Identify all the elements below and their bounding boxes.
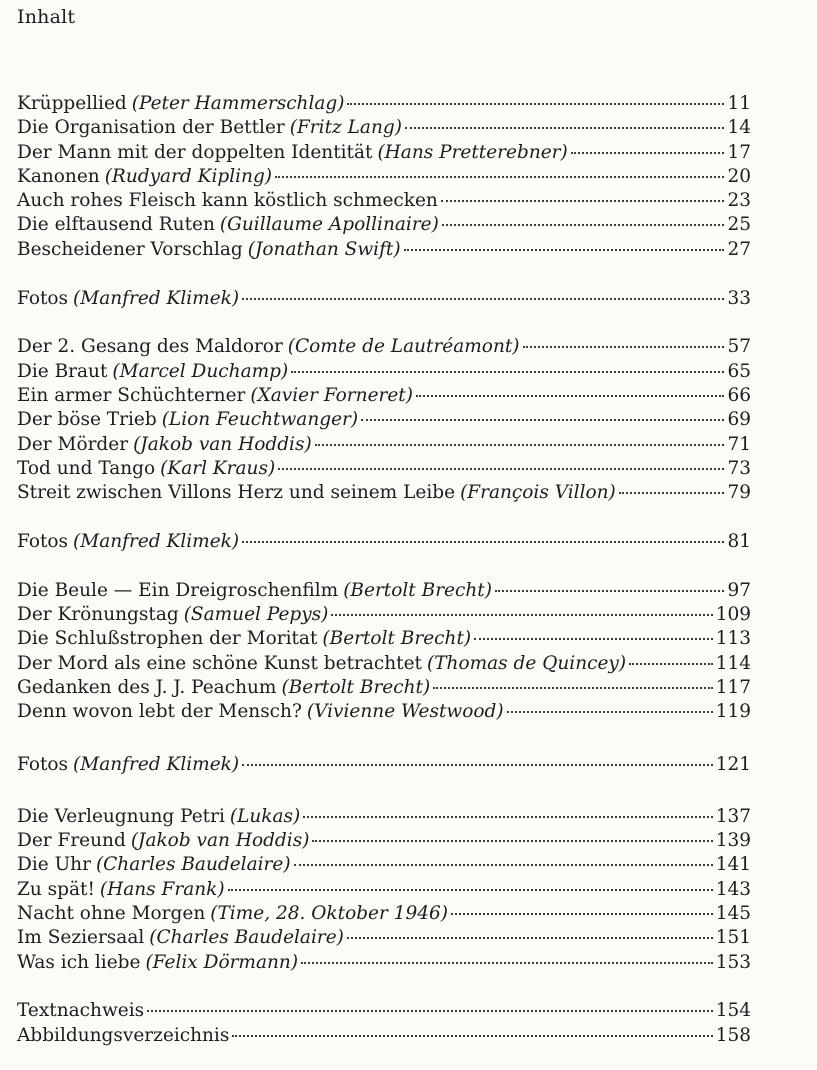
toc-entry-author: (Jonathan Swift) [247, 238, 401, 260]
toc-entry-author: (Hans Pretterebner) [377, 141, 568, 163]
toc-entry-page-number: 158 [715, 1024, 751, 1046]
toc-entry-title: Nacht ohne Morgen [17, 903, 206, 925]
section-gap [17, 311, 751, 336]
dot-leader [433, 687, 713, 689]
toc-entry-author: (Karl Kraus) [160, 457, 276, 479]
toc-entry-author: (Thomas de Quincey) [426, 652, 627, 674]
toc-entry [17, 676, 751, 700]
toc-entry-title: Der böse Trieb [17, 409, 157, 431]
toc-entry-page-number: 145 [715, 903, 751, 925]
toc-entry [17, 530, 751, 554]
toc-entry-title: Kanonen [17, 165, 100, 187]
toc-entry-author: (Jakob van Hoddis) [130, 830, 310, 852]
dot-leader [474, 638, 713, 640]
toc-entry [17, 627, 751, 651]
toc-entry-page-number: 79 [727, 482, 751, 504]
dot-leader [228, 889, 713, 891]
toc-entry-page-number: 71 [727, 433, 751, 455]
dot-leader [442, 224, 725, 226]
dot-leader [347, 937, 713, 939]
toc-entry-title: Die Schlußstrophen der Moritat [17, 628, 318, 650]
toc-entry-page-number: 154 [715, 1000, 751, 1022]
toc-entry-page-number: 109 [715, 604, 751, 626]
toc-entry-author: (François Villon) [460, 482, 616, 504]
toc-entry-page-number: 65 [727, 360, 751, 382]
toc-entry-title: Die Beule — Ein Dreigroschenfilm [17, 579, 339, 601]
toc-entry-page-number: 151 [715, 927, 751, 949]
dot-leader [291, 371, 724, 373]
toc-entry [17, 878, 751, 902]
dot-leader [495, 590, 725, 592]
table-of-contents [17, 92, 751, 1048]
toc-entry-author: (Charles Baudelaire) [149, 927, 344, 949]
toc-entry-author: (Lion Feuchtwanger) [161, 409, 359, 431]
toc-entry-author: (Vivienne Westwood) [306, 701, 504, 723]
toc-entry-author: (Jakob van Hoddis) [133, 433, 312, 455]
section-gap [17, 554, 751, 579]
dot-leader [242, 541, 724, 543]
toc-entry [17, 481, 751, 505]
toc-entry-author: (Rudyard Kipling) [104, 165, 273, 187]
toc-entry-title: Die Verleugnung Petri [17, 805, 225, 827]
toc-entry-author: (Bertolt Brecht) [322, 628, 472, 650]
toc-entry [17, 902, 751, 926]
toc-entry [17, 335, 751, 359]
toc-entry [17, 579, 751, 603]
toc-entry [17, 189, 751, 213]
toc-entry-page-number: 81 [727, 530, 751, 552]
dot-leader [232, 1035, 712, 1037]
toc-entry-author: (Fritz Lang) [289, 117, 402, 139]
dot-leader [315, 444, 725, 446]
section-gap [17, 777, 751, 805]
toc-entry-page-number: 141 [715, 854, 751, 876]
toc-entry-page-number: 14 [727, 117, 751, 139]
toc-entry [17, 408, 751, 432]
toc-entry-page-number: 57 [727, 336, 751, 358]
toc-entry [17, 700, 751, 724]
dot-leader [629, 663, 713, 665]
toc-entry-author: (Time, 28. Oktober 1946) [210, 903, 449, 925]
toc-entry-page-number: 139 [715, 830, 751, 852]
toc-entry-title: Der Mann mit der doppelten Identität [17, 141, 373, 163]
toc-entry-title: Streit zwischen Villons Herz und seinem Leibe [17, 482, 456, 504]
toc-entry-page-number: 114 [715, 652, 751, 674]
toc-entry-page-number: 17 [727, 141, 751, 163]
toc-entry [17, 829, 751, 853]
toc-entry-page-number: 11 [727, 93, 751, 114]
toc-entry-title: Fotos [17, 753, 69, 775]
dot-leader [303, 816, 712, 818]
toc-entry [17, 433, 751, 457]
dot-leader [507, 711, 713, 713]
toc-entry [17, 287, 751, 311]
toc-entry-author: (Lukas) [229, 805, 301, 827]
toc-entry-title: Bescheidener Vorschlag [17, 238, 243, 260]
toc-entry-title: Fotos [17, 287, 69, 309]
toc-entry-author: (Hans Frank) [99, 878, 225, 900]
toc-entry-title: Der Mord als eine schöne Kunst betrachtet [17, 652, 422, 674]
toc-entry-page-number: 121 [715, 753, 751, 775]
toc-entry-author: (Comte de Lautréamont) [287, 336, 520, 358]
dot-leader [294, 864, 713, 866]
toc-entry-title: Die Uhr [17, 854, 91, 876]
toc-entry-author: (Xavier Forneret) [250, 384, 413, 406]
page-title: Inhalt [17, 6, 76, 28]
dot-leader [523, 346, 725, 348]
toc-entry-title: Die Organisation der Bettler [17, 117, 285, 139]
toc-entry [17, 1024, 751, 1048]
toc-entry [17, 999, 751, 1023]
toc-entry-page-number: 33 [727, 287, 751, 309]
toc-entry-page-number: 117 [715, 676, 751, 698]
toc-entry [17, 116, 751, 140]
toc-entry-page-number: 25 [727, 214, 751, 236]
toc-entry-title: Was ich liebe [17, 951, 141, 973]
toc-entry [17, 238, 751, 262]
toc-entry [17, 603, 751, 627]
toc-entry-page-number: 137 [715, 805, 751, 827]
toc-entry [17, 360, 751, 384]
toc-entry [17, 165, 751, 189]
toc-entry-page-number: 23 [727, 190, 751, 212]
toc-entry-page-number: 20 [727, 165, 751, 187]
toc-entry-title: Zu spät! [17, 878, 95, 900]
dot-leader [571, 152, 725, 154]
toc-entry-author: (Charles Baudelaire) [95, 854, 291, 876]
toc-entry [17, 213, 751, 237]
toc-entry-title: Fotos [17, 530, 69, 552]
toc-entry-page-number: 27 [727, 238, 751, 260]
toc-entry-author: (Marcel Duchamp) [112, 360, 289, 382]
toc-entry [17, 853, 751, 877]
toc-entry-page-number: 119 [715, 701, 751, 723]
toc-entry-author: (Bertolt Brecht) [281, 676, 431, 698]
toc-entry [17, 384, 751, 408]
toc-entry [17, 92, 751, 116]
dot-leader [404, 249, 725, 251]
toc-entry-title: Tod und Tango [17, 457, 156, 479]
toc-entry-title: Abbildungsverzeichnis [17, 1024, 230, 1046]
dot-leader [331, 614, 712, 616]
toc-entry [17, 951, 751, 975]
toc-entry-author: (Guillaume Apollinaire) [219, 214, 439, 236]
section-gap [17, 505, 751, 530]
toc-entry-author: (Bertolt Brecht) [343, 579, 492, 601]
dot-leader [451, 913, 713, 915]
dot-leader [147, 1010, 713, 1012]
toc-entry-title: Denn wovon lebt der Mensch? [17, 701, 302, 723]
toc-entry-title: Der Freund [17, 830, 126, 852]
dot-leader [312, 840, 712, 842]
toc-entry-title: Der 2. Gesang des Maldoror [17, 336, 283, 358]
toc-entry-page-number: 69 [727, 409, 751, 431]
dot-leader [361, 419, 724, 421]
toc-entry [17, 457, 751, 481]
toc-entry [17, 805, 751, 829]
dot-leader [416, 395, 724, 397]
toc-entry-page-number: 73 [727, 457, 751, 479]
toc-entry-title: Krüppellied [17, 93, 127, 114]
toc-entry-author: (Manfred Klimek) [73, 287, 240, 309]
section-gap [17, 725, 751, 753]
toc-entry-title: Der Krönungstag [17, 604, 179, 626]
toc-entry-title: Die Braut [17, 360, 108, 382]
toc-entry-title: Auch rohes Fleisch kann köstlich schmecken [17, 190, 438, 212]
dot-leader [278, 468, 724, 470]
toc-entry [17, 753, 751, 777]
toc-entry-title: Ein armer Schüchterner [17, 384, 246, 406]
dot-leader [347, 103, 724, 105]
toc-entry-author: (Peter Hammerschlag) [131, 93, 345, 114]
toc-entry-page-number: 97 [727, 579, 751, 601]
toc-entry-author: (Felix Dörmann) [145, 951, 299, 973]
toc-entry-author: (Manfred Klimek) [73, 530, 240, 552]
toc-entry-page-number: 66 [727, 384, 751, 406]
dot-leader [242, 764, 713, 766]
toc-entry [17, 652, 751, 676]
toc-entry-title: Gedanken des J. J. Peachum [17, 676, 277, 698]
dot-leader [301, 962, 713, 964]
toc-entry-title: Textnachweis [17, 1000, 145, 1022]
toc-entry-page-number: 153 [715, 951, 751, 973]
toc-entry [17, 926, 751, 950]
toc-entry-author: (Manfred Klimek) [73, 753, 240, 775]
toc-entry [17, 141, 751, 165]
dot-leader [242, 298, 724, 300]
toc-entry-title: Im Seziersaal [17, 927, 145, 949]
section-gap [17, 975, 751, 1000]
dot-leader [619, 492, 725, 494]
toc-entry-author: (Samuel Pepys) [183, 604, 329, 626]
dot-leader [275, 176, 724, 178]
toc-entry-title: Die elftausend Ruten [17, 214, 215, 236]
section-gap [17, 262, 751, 287]
toc-entry-page-number: 143 [715, 878, 751, 900]
toc-entry-page-number: 113 [715, 628, 751, 650]
toc-entry-title: Der Mörder [17, 433, 129, 455]
dot-leader [405, 127, 725, 129]
dot-leader [441, 200, 725, 202]
